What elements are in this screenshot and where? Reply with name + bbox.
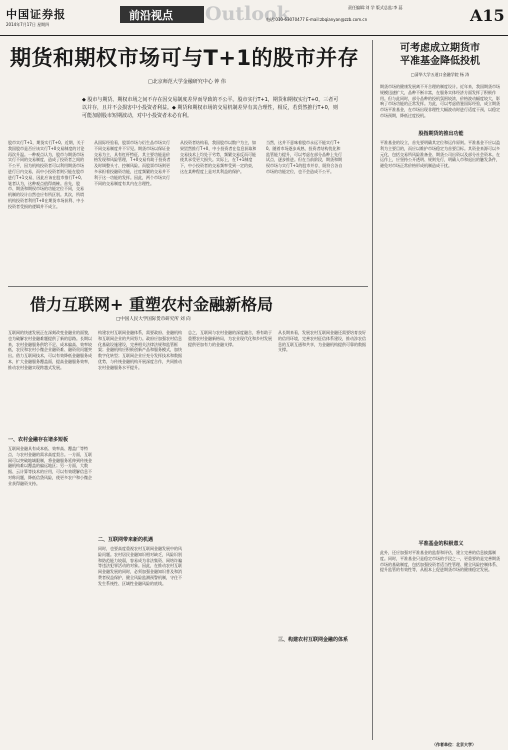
page-header [0,0,508,36]
article-end-note: （作者单位：北京大学） [432,742,476,747]
article1-column-1: 股市实行T+1，期货实行T+0。近期，关于我国股市是否应该实行T+0交易制度的讨论再次升温。一种观点认为，股市与期货市场实行不同的交易制度，造成了投资者之间的不公平，因为机构投资者可以利用期货市场进行日内交易，而中小投资者则只能在股市进行T+1交易，因此应该在股市推行T+0。笔者认为，这种观点值得商榷。首先，股市、期货和期权市场的功能定位不同，交易机制的设计自然也应有所区别。其次，所谓机构投资者利用T+0在期货市场获利、中小投资者受损的逻辑并不成立。 [8,140,85,209]
section-label [120,6,204,23]
right-article-column-top: 期货市场的健康发展离不开合理的制度设计。近年来，我国期货市场规模迅速扩大，品种不断丰富，在服务实体经济方面发挥了积极作用。但与此同时，部分品种的投机氛围较浓，价格波动幅度较大，影响了市场功能的正常发挥。为此，可以考虑借鉴国际经验，成立期货市场平准基金，在市场出现非理性大幅波动时进行适度干预，以稳定市场预期，降低过度投机。 [380,84,500,118]
right-title-line-2: 平准基金降低投机 [400,56,480,67]
article1-column-2: 从国际经验看，股票市场与衍生品市场实行不同交易制度并不罕见。期货市场以保证金交易为主，具有杠杆特征，其主要功能是价格发现和风险管理，T+0交易有助于投资者及时调整头寸、控制风险。而股票市场则更多承担着投融资功能，过度频繁的交易并不利于这一功能的发挥。因此，两个市场实行不同的交易制度有其内在合理性。 [94,140,171,186]
page-number: A15 [470,6,505,25]
article2-subhead-2: 二、互联网带来新的机遇 [98,537,154,543]
article1-headline: 期货和期权市场可与T+1的股市并存 [10,46,360,70]
right-article-subhead-1: 股指期货的推出功能 [418,131,464,137]
issue-date: 2014年7月17日 星期四 [6,22,50,27]
editor-info: 责任编辑:刘 学 版式总监:李 蕊 [348,5,403,10]
article2-subhead-1: 一、农村金融存在诸多短板 [8,437,69,443]
article2-column-2b: 同时，也要高度重视农村互联网金融发展中的风险问题。农村居民金融知识相对缺乏，风险识别和防范能力较弱，容易成为非法集资、网络诈骗等违法犯罪活动的对象。因此，在推动农村互联网金融发展的同时，必须加强金融知识普及和消费者权益保护，健全风险监测预警机制，守住不发生系统性、区域性金融风险的底线。 [98,546,182,586]
right-title-line-1: 可考虑成立期货市 [400,43,480,54]
contact-info: 电话:010-63070477 E-mail:zbqianyan@zzb.com.cn [266,17,368,22]
right-article-subhead-2: 平准基金的积极意义 [418,541,464,547]
section-label-text: 前沿视点 [129,9,173,22]
outlook-word: Outlook [205,3,290,25]
right-article-byline: □清华大学五道口金融学院 杨 涛 [410,72,470,77]
article2-column-3: 总之，互联网与农村金融的深度融合，将有助于重塑农村金融新格局，为农业现代化和乡村发展提供更加有力的金融支撑。 [188,330,272,347]
article1-byline: □北京师范大学金融研究中心 钟 伟 [148,79,226,85]
article1-column-3: 从投资者结构看，我国股市以散户为主，如果贸然推行T+0，中小投资者在信息获取和交易技术上均处于劣势，频繁交易反而可能使其承受更大损失。实际上，在T+1制度下，中小投资者的交易频率受到一定约束，这在某种程度上是对其利益的保护。 [180,140,257,174]
right-article-column-bottom: 此外，还应加强对平准基金的监督和评估，建立完善的信息披露制度。同时，平准基金只是稳定市场的手段之一，更重要的是完善期货市场的基础制度，包括加强投资者适当性管理、健全风险控制体系、提升监管的有效性等，从根本上促进期货市场的健康稳定发展。 [380,550,500,573]
masthead: 中国证券报 [6,8,66,21]
article1-abstract: ◆ 股市与期货、期权市场之间不存在因交易制度差异而导致的不公平。股市实行T+1，期货和期权实行T+0，三者可以并存，且并不会损害中小投资者利益。◆ 期货和期权市场的交易机制差异有其合理性，相反，若贸然推行T+0，则可能加剧股市短期波动，对中小投资者未必有利。 [82,97,339,119]
right-article-column-mid: 平准基金的设立，首先要明确其定位和运作原则。平准基金不应以盈利为主要目的，而应以维护市场稳定为首要目标。其资金来源可以多元化，包括交易所风险准备金、期货公司出资以及部分社会资本。在运作上，应坚持公开透明、规则先行，明确入市和退出的触发条件，避免对市场正常价格形成机制造成干扰。 [380,140,500,169]
column-divider [372,40,373,740]
article2-column-1: 互联网的快速发展正在深刻改变金融业的面貌，也为破解农村金融难题提供了新的思路。长期以来，农村金融服务供给不足、成本偏高、效率较低，农民和农村小微企业融资难、融资贵问题突出。借力互联网技术，可以有效降低金融服务成本，扩大金融服务覆盖面，提高金融服务效率，推动农村金融实现跨越式发展。 [8,330,92,370]
right-article-title [378,42,502,68]
article2-subhead-3: 三、构建农村互联网金融的体系 [278,637,349,643]
article2-column-1b: 互联网金融具有成本低、效率高、覆盖广等特点，与农村金融的需求高度契合。一方面，互联网可以突破地域限制，将金融服务延伸到传统金融机构难以覆盖的偏远地区；另一方面，大数据、云计算等技术的应用，可以有效缓解信息不对称问题，降低信贷风险，使更多农户和小微企业获得融资支持。 [8,446,92,486]
article2-column-2: 构建农村互联网金融体系，需要政府、金融机构和互联网企业的共同努力。政府应加强农村信息化基础设施建设，完善相关法律法规和监管框架；金融机构应积极创新产品和服务模式，加快数字化转型；互联网企业应充分发挥技术和数据优势，与传统金融机构开展深度合作，共同推动农村金融服务水平提升。 [98,330,182,370]
article2-byline: □中国人民大学国际货币研究所 刘 向 [116,317,191,322]
article2-column-4: 从长期来看，发展农村互联网金融还需要培育良好的信用环境，完善农村征信体系建设，推动涉农信息的互联互通和共享，为金融机构提供可靠的数据支撑。 [278,330,366,353]
section-divider [8,286,368,287]
article1-column-4: 当然，这并不意味着股市永远不能实行T+0。随着市场逐步成熟、投资者结构优化和监管能力提升，可以考虑在部分品种上先行试点，逐步推进。但在当前阶段，期货和期权市场与实行T+1的股市并存，既符合各自市场的功能定位，也不会造成不公平。 [266,140,343,174]
article2-headline: 借力互联网+ 重塑农村金融新格局 [30,295,273,314]
